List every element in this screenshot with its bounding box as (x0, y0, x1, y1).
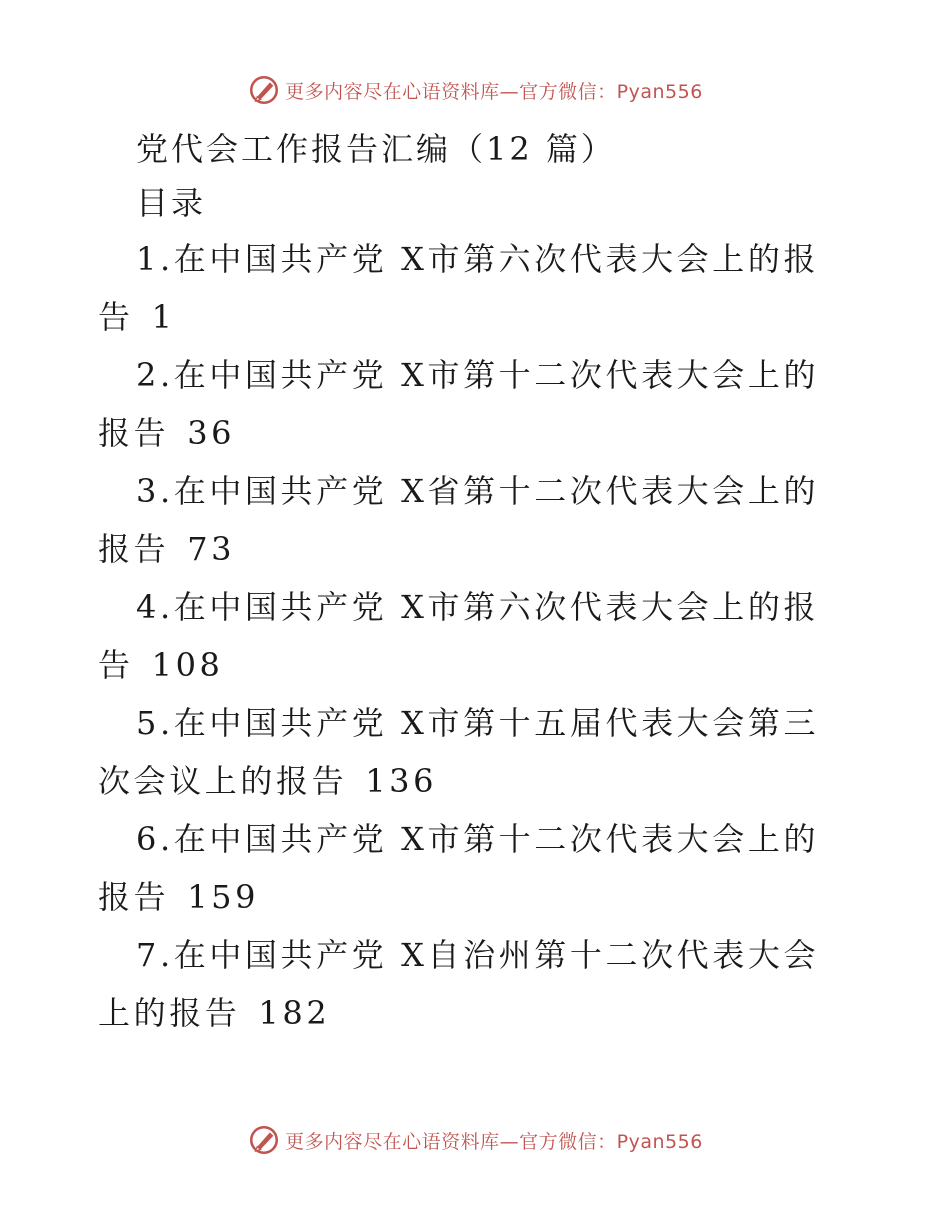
watermark-contact: 官方微信：Pyan556 (519, 80, 703, 103)
toc-item-page-number: 1 (151, 298, 176, 336)
toc-item-label: 5.在中国共产党 X市第十五届代表大会第三次会议上的报告 (98, 704, 820, 800)
toc-item (98, 462, 828, 578)
toc-item (98, 230, 828, 346)
toc-item-page-number: 136 (365, 762, 438, 800)
pen-logo-icon (247, 1123, 281, 1157)
toc-item (98, 346, 828, 462)
footer-watermark (0, 1120, 950, 1160)
toc-item-page-number: 159 (187, 878, 260, 916)
toc-item-label: 4.在中国共产党 X市第六次代表大会上的报告 (98, 588, 820, 684)
toc-item-page-number: 73 (187, 530, 236, 568)
toc-item-label: 1.在中国共产党 X市第六次代表大会上的报告 (98, 240, 820, 336)
toc-item (98, 926, 828, 1042)
toc-item-label: 7.在中国共产党 X自治州第十二次代表大会上的报告 (98, 936, 820, 1032)
document-body (98, 122, 828, 1042)
watermark-separator: — (499, 80, 520, 103)
toc-heading: 目录 (136, 184, 207, 222)
toc-item (98, 694, 828, 810)
pen-logo-icon (247, 73, 281, 107)
toc-item (98, 810, 828, 926)
toc-item (98, 578, 828, 694)
watermark-text: 更多内容尽在心语资料库 (285, 80, 500, 103)
toc-item-page-number: 36 (187, 414, 236, 452)
toc-item-label: 6.在中国共产党 X市第十二次代表大会上的报告 (98, 820, 820, 916)
watermark-text: 更多内容尽在心语资料库 (285, 1130, 500, 1153)
watermark-contact: 官方微信：Pyan556 (519, 1130, 703, 1153)
toc-item-label: 2.在中国共产党 X市第十二次代表大会上的报告 (98, 356, 820, 452)
table-of-contents (98, 230, 828, 1042)
toc-item-page-number: 182 (258, 994, 331, 1032)
watermark-separator: — (499, 1130, 520, 1153)
document-title: 党代会工作报告汇编（12 篇） (136, 130, 616, 168)
toc-item-label: 3.在中国共产党 X省第十二次代表大会上的报告 (98, 472, 820, 568)
header-watermark (0, 70, 950, 110)
toc-item-page-number: 108 (151, 646, 224, 684)
